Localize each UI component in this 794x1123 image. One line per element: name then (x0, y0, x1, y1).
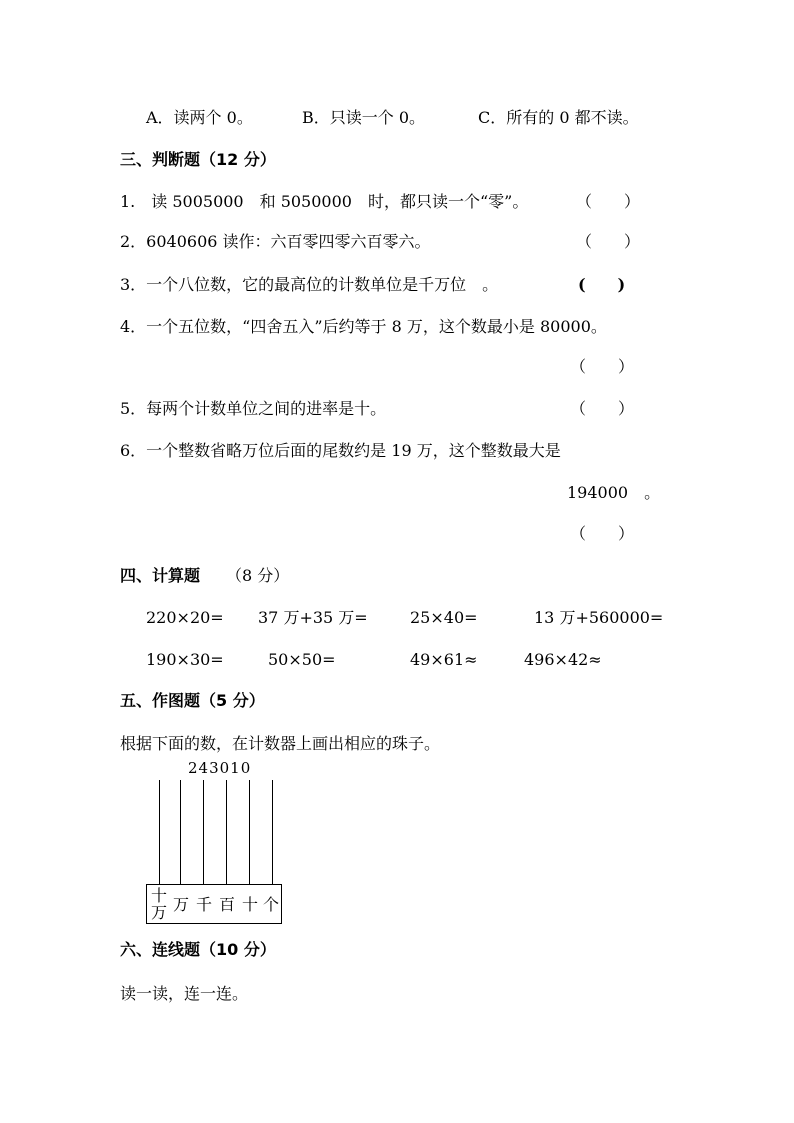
section-6-heading: 六、连线题（10 分） (120, 940, 276, 959)
section-5-heading: 五、作图题（5 分） (120, 691, 265, 710)
calc-8: 496×42≈ (524, 650, 602, 669)
abacus-rod-ones[interactable] (272, 780, 273, 884)
place-label-hundred: 百 (219, 895, 236, 914)
abacus-rod-tens[interactable] (249, 780, 250, 884)
section-4-heading: 四、计算题 (120, 566, 201, 585)
abacus-rod-thousands[interactable] (203, 780, 204, 884)
answer-paren-5[interactable]: （ ） (570, 399, 635, 418)
abacus-rod-hundred-thousands[interactable] (159, 780, 160, 884)
judge-item-6: 6．一个整数省略万位后面的尾数约是 19 万，这个整数最大是 (120, 441, 561, 460)
judge-item-2: 2．6040606 读作：六百零四零六百零六。 (120, 232, 431, 251)
option-b: B．只读一个 0。 (302, 108, 426, 127)
option-c: C．所有的 0 都不读。 (478, 108, 639, 127)
answer-paren-1[interactable]: （ ） (576, 192, 641, 211)
calc-7: 49×61≈ (410, 650, 478, 669)
judge-item-1: 1. 读 5005000 和 5050000 时，都只读一个“零”。 (120, 192, 529, 211)
section-5-instruction: 根据下面的数，在计数器上画出相应的珠子。 (120, 734, 441, 753)
judge-item-5: 5．每两个计数单位之间的进率是十。 (120, 399, 387, 418)
answer-paren-6[interactable]: （ ） (570, 524, 635, 543)
abacus-base (146, 884, 282, 924)
calc-5: 190×30= (146, 650, 224, 669)
option-a: A．读两个 0。 (146, 108, 253, 127)
place-label-wan: 万 (173, 895, 190, 914)
place-label-ones: 个 (263, 895, 280, 914)
judge-item-6-continued: 194000 。 (567, 483, 661, 502)
calc-4: 13 万+560000= (534, 608, 664, 627)
judge-item-4: 4．一个五位数，“四舍五入”后约等于 8 万，这个数最小是 80000。 (120, 317, 607, 336)
answer-paren-3[interactable]: ( ) (578, 275, 626, 294)
section-4-score: （8 分） (226, 566, 290, 585)
place-label-ten: 十 (151, 886, 168, 905)
abacus-rod-ten-thousands[interactable] (180, 780, 181, 884)
place-label-thousand: 千 (196, 895, 213, 914)
section-3-heading: 三、判断题（12 分） (120, 150, 276, 169)
calc-3: 25×40= (410, 608, 478, 627)
answer-paren-4[interactable]: （ ） (570, 357, 635, 376)
judge-item-3: 3．一个八位数，它的最高位的计数单位是千万位 。 (120, 275, 499, 294)
place-label-tens: 十 (242, 895, 259, 914)
answer-paren-2[interactable]: （ ） (576, 232, 641, 251)
section-6-instruction: 读一读，连一连。 (120, 984, 249, 1003)
place-label-wan-sub: 万 (151, 903, 168, 922)
calc-1: 220×20= (146, 608, 224, 627)
calc-2: 37 万+35 万= (258, 608, 368, 627)
abacus-rod-hundreds[interactable] (226, 780, 227, 884)
calc-6: 50×50= (268, 650, 336, 669)
abacus-number: 243010 (188, 759, 252, 777)
